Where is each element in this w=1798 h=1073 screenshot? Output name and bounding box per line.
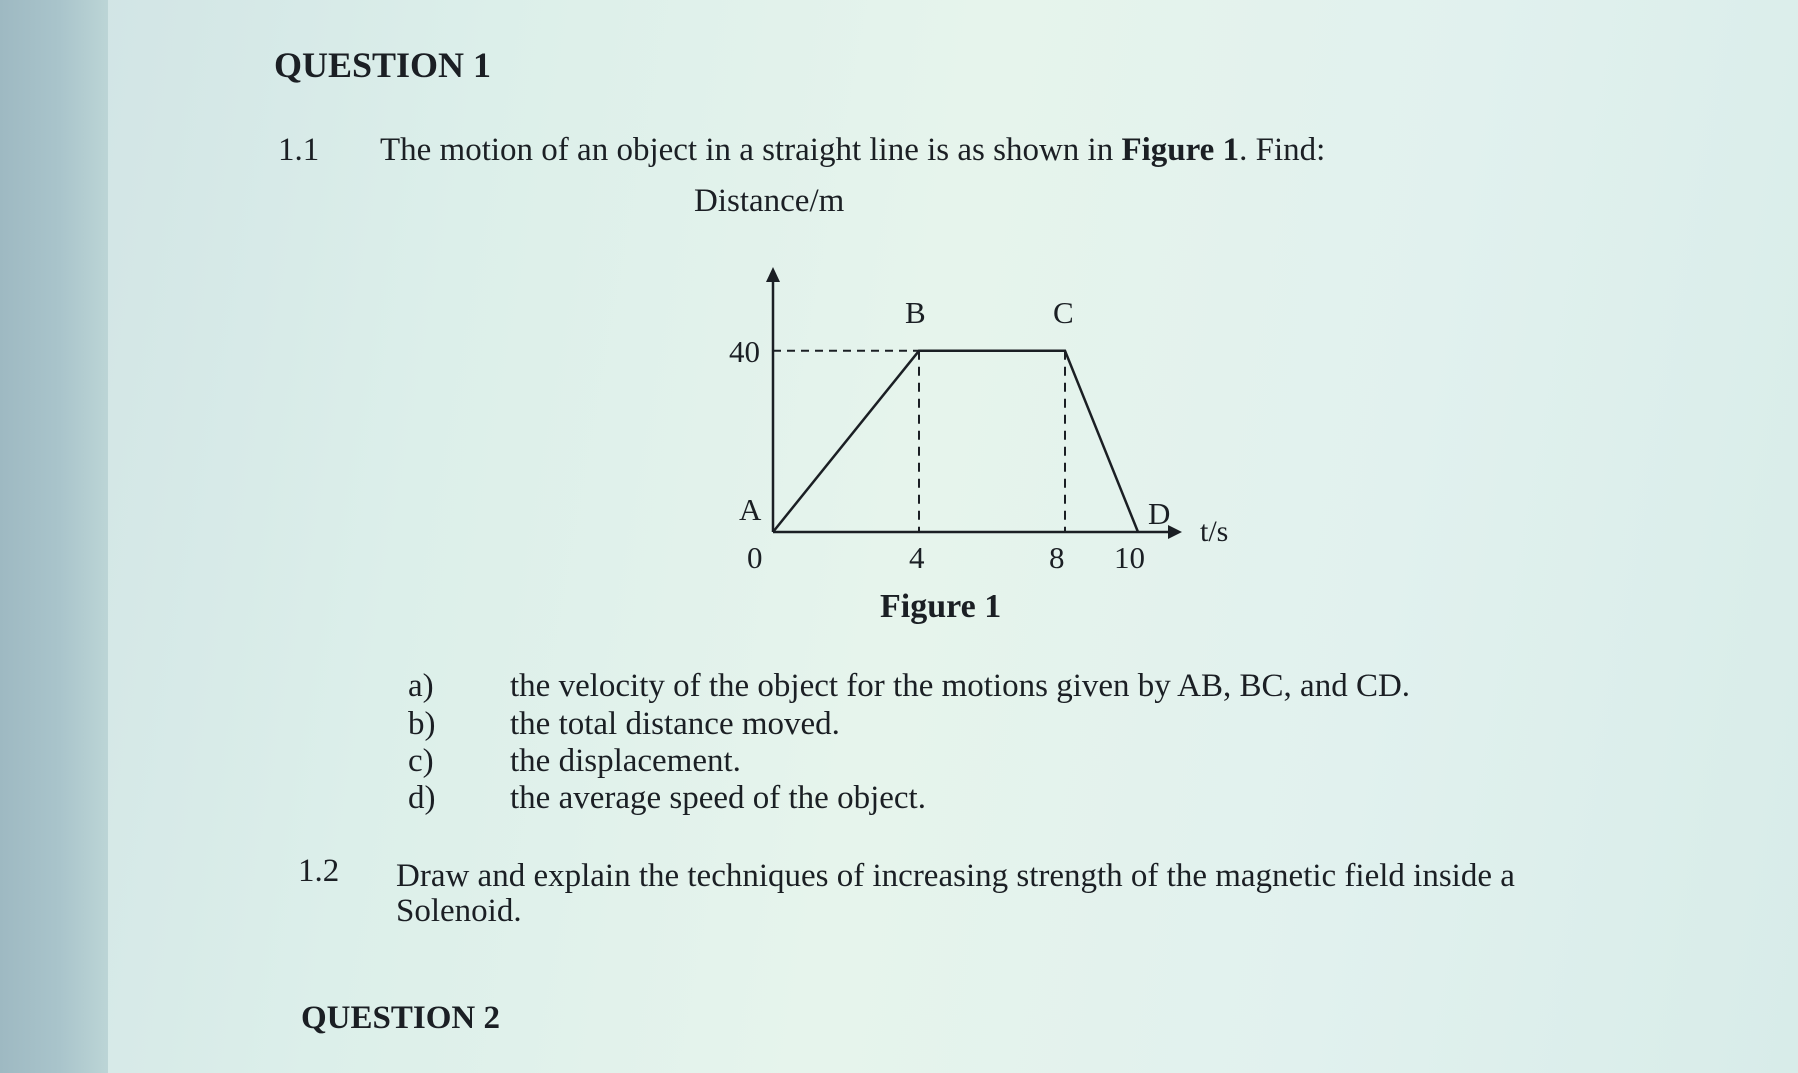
y-axis-label: Distance/m: [694, 185, 845, 219]
q11-text: The motion of an object in a straight line is as shown in Figure 1. Find:: [380, 132, 1326, 168]
x-tick-label-3: 10: [1114, 540, 1145, 575]
item-b-label: b): [408, 706, 436, 742]
point-label-c: C: [1053, 294, 1074, 330]
x-tick-label-1: 4: [909, 540, 925, 575]
q12-number: 1.2: [298, 853, 340, 889]
question-1-heading: QUESTION 1: [274, 45, 492, 85]
q11-number: 1.1: [278, 132, 320, 168]
point-label-d: D: [1148, 496, 1171, 531]
point-label-b: B: [905, 294, 926, 330]
item-a-text: the velocity of the object for the motions given by AB, BC, and CD.: [510, 668, 1411, 704]
item-d-label: d): [408, 780, 436, 816]
q12-text-line1: Draw and explain the techniques of increasing strength of the magnetic field inside a: [396, 858, 1515, 894]
x-axis-label: t/s: [1200, 515, 1229, 548]
item-d-text: the average speed of the object.: [510, 780, 926, 816]
item-c-label: c): [408, 743, 434, 779]
y-axis-arrowhead: [766, 267, 780, 282]
x-tick-label-2: 8: [1049, 540, 1065, 575]
monitor-bezel: [0, 0, 108, 1073]
document-page: [108, 0, 1798, 1073]
question-2-heading: QUESTION 2: [301, 1000, 500, 1036]
series-line: [773, 351, 1138, 532]
point-label-a: A: [739, 492, 762, 527]
q12-text-line2: Solenoid.: [396, 893, 522, 929]
y-tick-label-0: 40: [729, 333, 760, 369]
item-c-text: the displacement.: [510, 743, 741, 779]
figure-reference: Figure 1: [1121, 132, 1240, 168]
item-a-label: a): [408, 668, 434, 704]
x-tick-label-0: 0: [747, 540, 763, 575]
figure-caption: Figure 1: [880, 588, 1002, 625]
item-b-text: the total distance moved.: [510, 706, 840, 742]
distance-time-graph: [578, 185, 1478, 645]
